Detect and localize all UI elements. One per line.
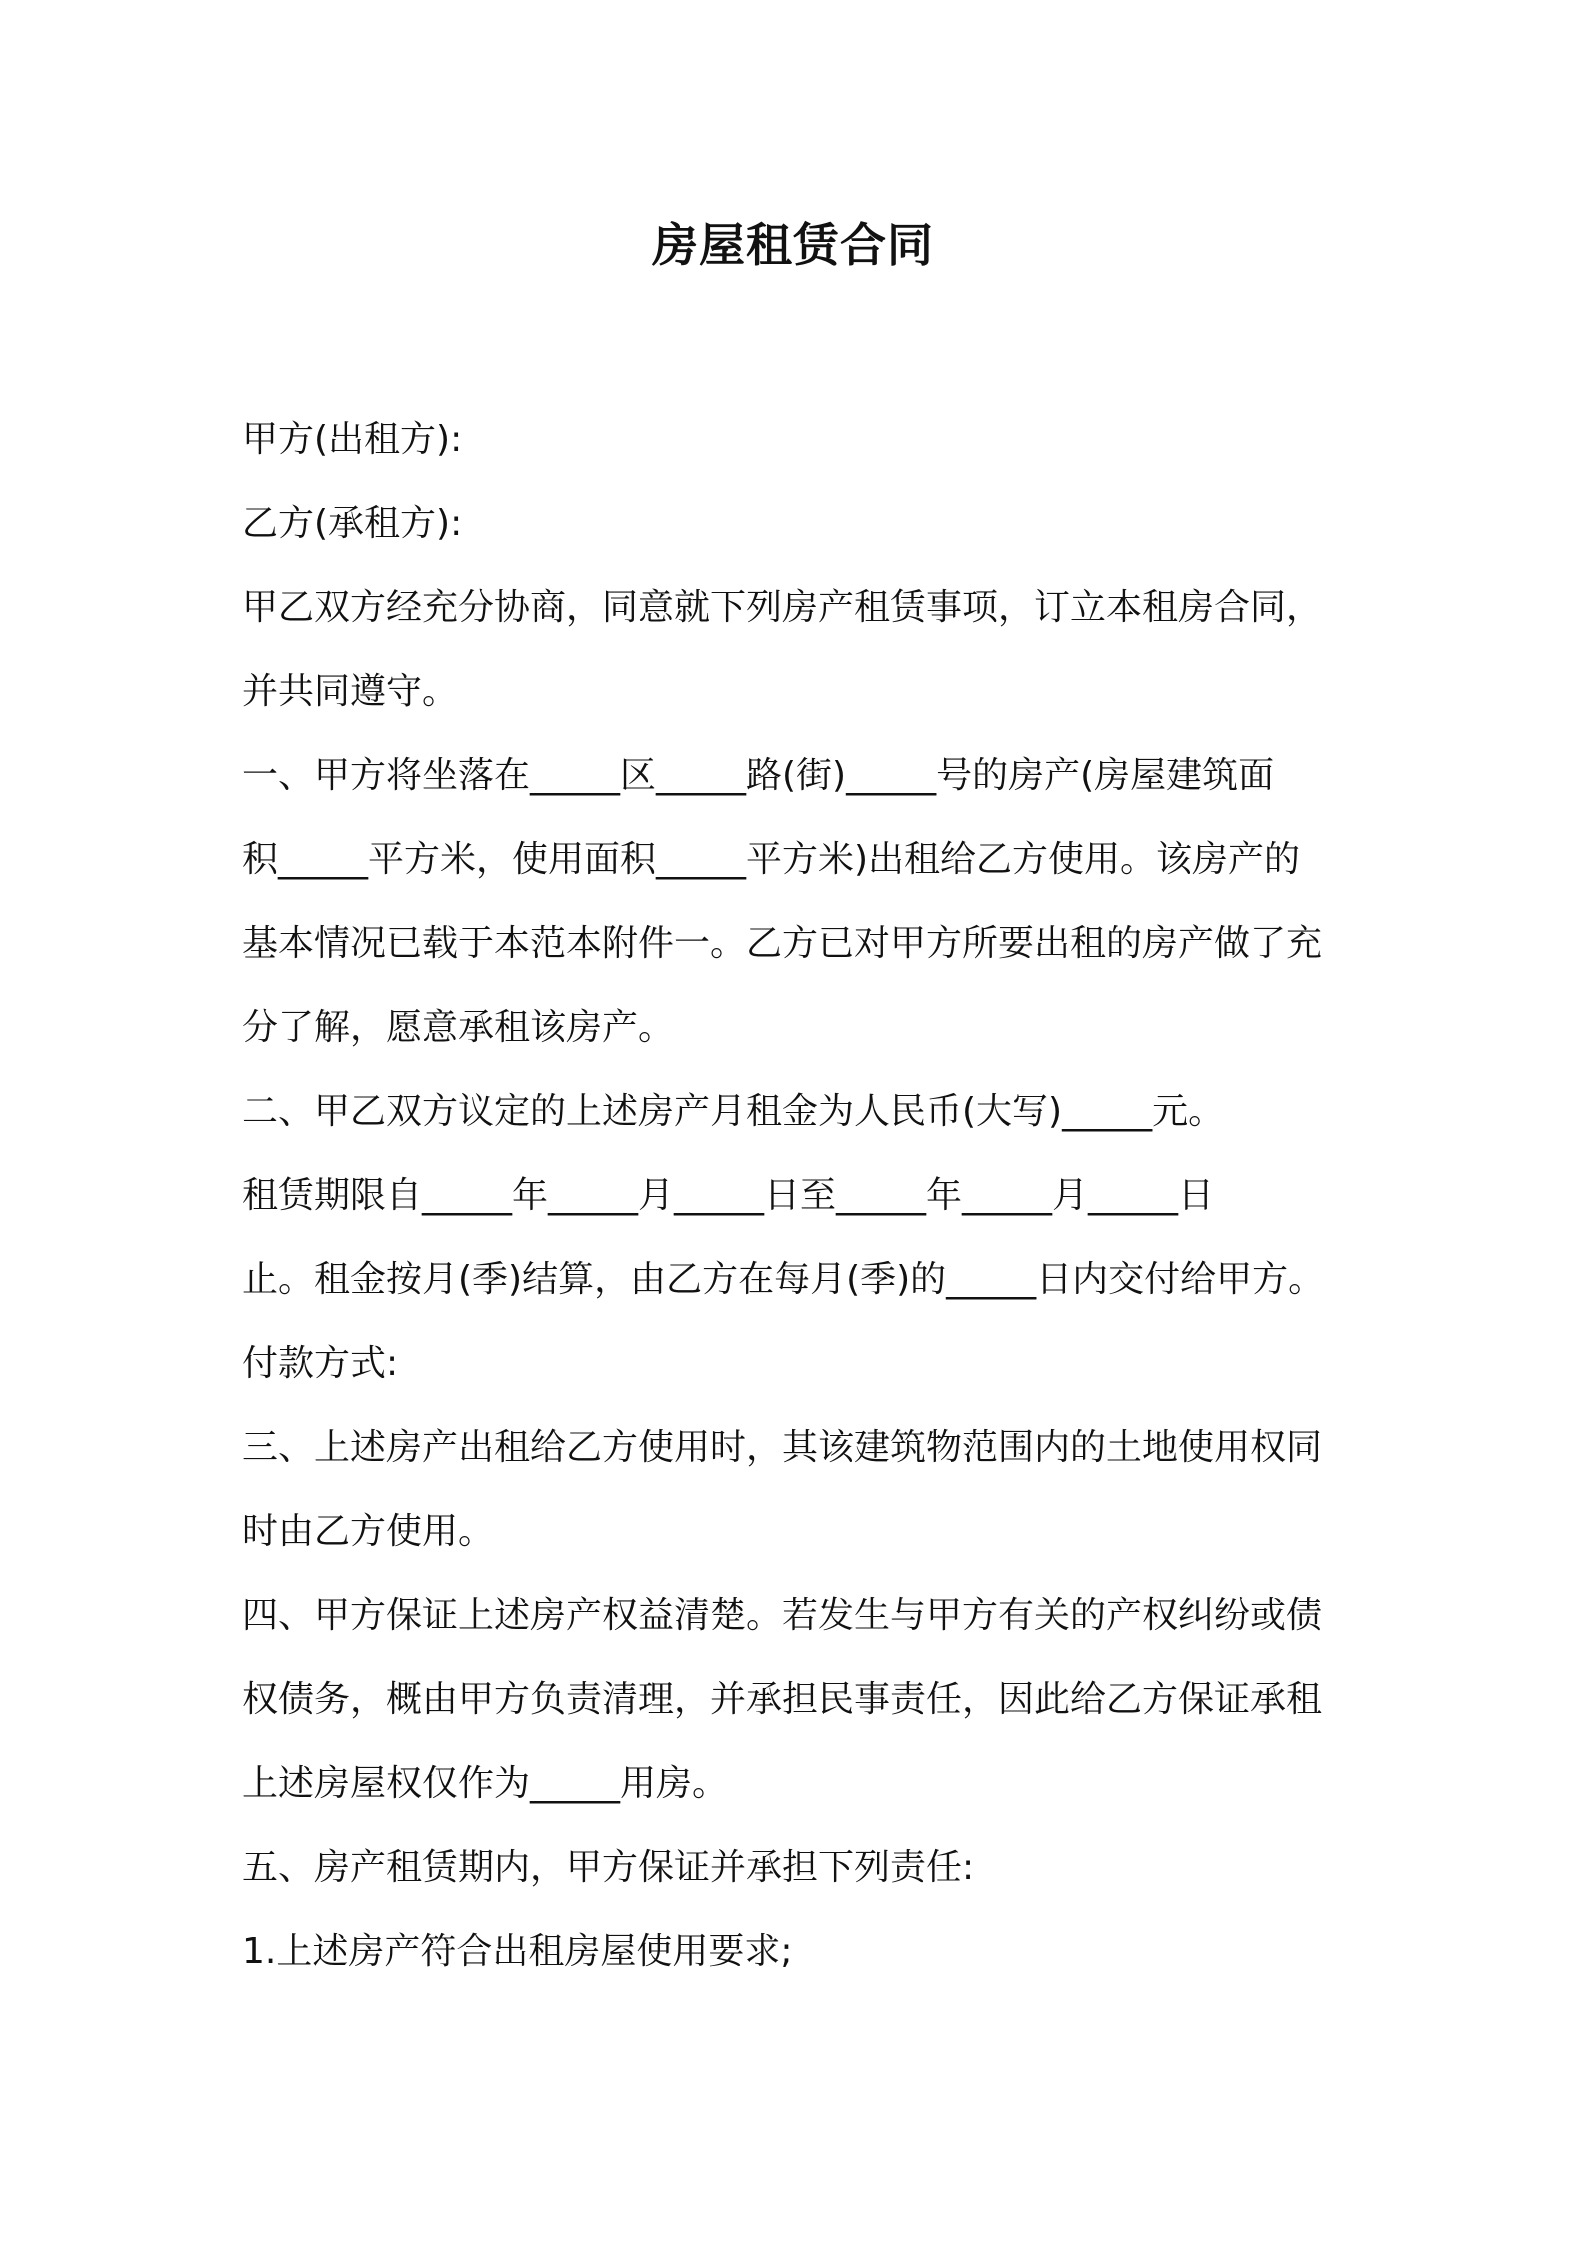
- paragraph-line: 积_____平方米，使用面积_____平方米)出租给乙方使用。该房产的: [242, 839, 1301, 880]
- paragraph-line: 付款方式:: [242, 1343, 399, 1384]
- paragraph-line: 权债务，概由甲方负责清理，并承担民事责任，因此给乙方保证承租: [242, 1679, 1323, 1720]
- paragraph-line: 四、甲方保证上述房产权益清楚。若发生与甲方有关的产权纠纷或债: [242, 1595, 1323, 1636]
- paragraph-line: 止。租金按月(季)结算，由乙方在每月(季)的_____日内交付给甲方。: [242, 1259, 1325, 1300]
- paragraph-line: 一、甲方将坐落在_____区_____路(街)_____号的房产(房屋建筑面: [242, 755, 1275, 796]
- paragraph-line: 乙方(承租方):: [242, 503, 463, 544]
- paragraph-line: 二、甲乙双方议定的上述房产月租金为人民币(大写)_____元。: [242, 1091, 1225, 1132]
- paragraph-line: 三、上述房产出租给乙方使用时，其该建筑物范围内的土地使用权同: [242, 1427, 1323, 1468]
- paragraph-line: 五、房产租赁期内，甲方保证并承担下列责任:: [242, 1847, 975, 1888]
- document-title: 房屋租赁合同: [652, 218, 934, 272]
- paragraph-line: 基本情况已载于本范本附件一。乙方已对甲方所要出租的房产做了充: [242, 923, 1323, 964]
- paragraph-line: 甲乙双方经充分协商，同意就下列房产租赁事项，订立本租房合同，: [242, 587, 1323, 628]
- paragraph-line: 租赁期限自_____年_____月_____日至_____年_____月_____日: [242, 1175, 1215, 1216]
- paragraph-line: 时由乙方使用。: [242, 1511, 495, 1552]
- paragraph-line: 并共同遵守。: [242, 671, 459, 712]
- paragraph-line: 1.上述房产符合出租房屋使用要求;: [242, 1931, 793, 1972]
- paragraph-line: 上述房屋权仅作为_____用房。: [242, 1763, 729, 1804]
- paragraph-line: 分了解，愿意承租该房产。: [242, 1007, 675, 1048]
- document-body: [242, 398, 1362, 1994]
- paragraph-line: 甲方(出租方):: [242, 419, 463, 460]
